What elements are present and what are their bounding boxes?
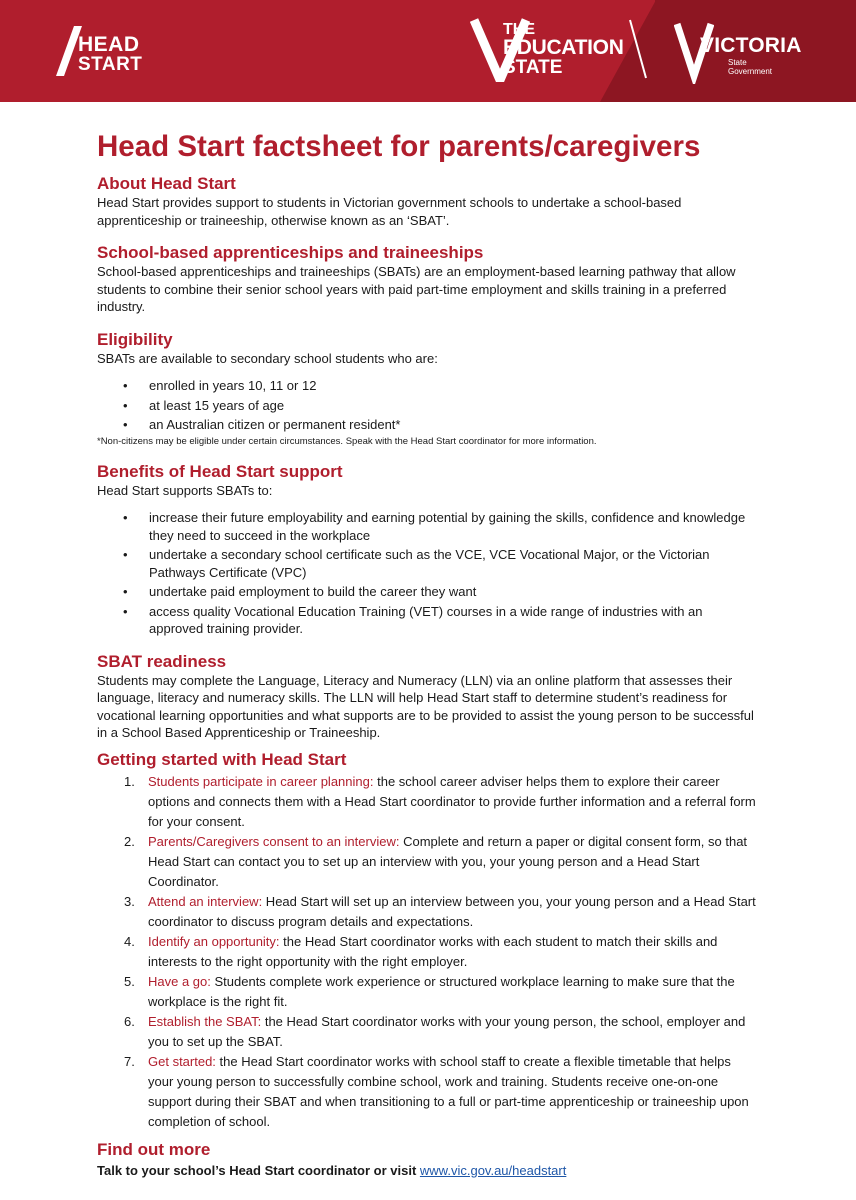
benefits-intro: Head Start supports SBATs to:	[97, 482, 273, 498]
education-logo-line1: THE	[503, 21, 535, 38]
head-start-logo	[56, 22, 146, 78]
eligibility-intro: SBATs are available to secondary school students who are:	[97, 350, 438, 366]
step-highlight: Identify an opportunity:	[148, 933, 280, 949]
sbat-body: School-based apprenticeships and traineeships (SBATs) are an employment-based learning pathway that allow students to combine their senior school years with paid part-time employment and skills training in a preferred industry.	[97, 264, 736, 314]
education-logo-line2: EDUCATION	[503, 36, 624, 59]
list-item: • access quality Vocational Education Training (VET) courses in a wide range of industries with an approved training provider.	[97, 603, 757, 638]
readiness-heading: SBAT readiness	[97, 651, 227, 671]
step-text: Head Start will set up an interview between you, your young person and a Head Start coordinator to discuss program details and expectations.	[148, 893, 756, 929]
step-highlight: Students participate in career planning:	[148, 773, 374, 789]
step-item	[97, 1052, 757, 1132]
step-item	[97, 932, 757, 972]
step-highlight: Have a go:	[148, 973, 211, 989]
header-banner	[0, 0, 856, 102]
step-item	[97, 892, 757, 932]
step-item	[97, 832, 757, 892]
sbat-heading: School-based apprenticeships and traineeships	[97, 243, 484, 262]
list-item: • at least 15 years of age	[97, 397, 757, 415]
list-item: • undertake paid employment to build the career they want	[97, 583, 757, 601]
sbat-section	[97, 243, 757, 316]
page-title: Head Start factsheet for parents/caregivers	[97, 130, 701, 163]
readiness-body: Students may complete the Language, Literacy and Numeracy (LLN) via an online platform that assesses their language, literacy and numeracy skills. The LLN will help Head Start staff to determine student’s readiness for vocational learning opportunities and what supports are to be provided to assist the young person to be successful in a School Based Apprenticeship or Traineeship.	[97, 672, 754, 740]
getting-started-heading: Getting started with Head Start	[97, 749, 347, 769]
education-state-logo	[470, 18, 650, 82]
about-heading: About Head Start	[97, 174, 236, 193]
step-text: the Head Start coordinator works with your young person, the school, employer and you to set up the SBAT.	[148, 1013, 746, 1049]
list-item: • undertake a secondary school certificate such as the VCE, VCE Vocational Major, or the Victorian Pathways Certificate (VPC)	[97, 546, 757, 581]
find-out-more-lead: Talk to your school’s Head Start coordinator or visit	[97, 1162, 420, 1178]
step-number: 5.	[124, 973, 135, 989]
benefits-list	[97, 509, 757, 638]
victoria-logo-state: State	[728, 58, 747, 67]
step-item	[97, 772, 757, 832]
education-logo-line3: STATE	[503, 57, 563, 78]
about-body: Head Start provides support to students in Victorian government schools to undertake a school-based apprenticeship or traineeship, otherwise known as an ‘SBAT’.	[97, 195, 682, 228]
step-number: 6.	[124, 1013, 135, 1029]
step-highlight: Establish the SBAT:	[148, 1013, 262, 1029]
benefits-section	[97, 462, 757, 638]
victoria-government-logo	[674, 20, 802, 84]
step-number: 7.	[124, 1053, 135, 1069]
step-text: Complete and return a paper or digital consent form, so that Head Start can contact you to set up an interview with you, your young person and a Head Start Coordinator.	[148, 833, 748, 889]
readiness-section	[97, 652, 757, 742]
step-item	[97, 1012, 757, 1052]
step-text: the Head Start coordinator works with school staff to create a flexible timetable that helps your young person to successfully combine school, work and training. Students receive one-on-one support during their SBAT and when transitioning to a full or part-time apprenticeship or traineeship upon completion of school.	[148, 1053, 749, 1129]
victoria-logo-government: Government	[728, 67, 773, 76]
eligibility-heading: Eligibility	[97, 329, 173, 349]
find-out-more-heading: Find out more	[97, 1139, 211, 1159]
step-number: 2.	[124, 833, 135, 849]
factsheet-content	[97, 128, 757, 1179]
find-out-more-text	[97, 1162, 757, 1180]
list-item: • increase their future employability and earning potential by gaining the skills, confidence and knowledge they need to succeed in the workplace	[97, 509, 757, 544]
step-item	[97, 972, 757, 1012]
find-out-more-section	[97, 1140, 757, 1180]
step-highlight: Attend an interview:	[148, 893, 263, 909]
about-section	[97, 174, 757, 229]
list-item: • enrolled in years 10, 11 or 12	[97, 377, 757, 395]
step-number: 4.	[124, 933, 135, 949]
eligibility-footnote: *Non-citizens may be eligible under certain circumstances. Speak with the Head Start coordinator for more information.	[97, 435, 597, 447]
eligibility-section	[97, 330, 757, 448]
head-start-logo-line1: HEAD	[78, 33, 140, 56]
head-start-logo-line2: START	[78, 54, 143, 75]
step-highlight: Get started:	[148, 1053, 216, 1069]
step-text: the school career adviser helps them to explore their career options and connects them with a Head Start coordinator to provide further information and a referral form for your consent.	[148, 773, 756, 829]
benefits-heading: Benefits of Head Start support	[97, 461, 343, 481]
headstart-website-link[interactable]: www.vic.gov.au/headstart	[419, 1162, 567, 1178]
eligibility-list	[97, 377, 757, 434]
step-text: Students complete work experience or structured workplace learning to make sure that the workplace is the right fit.	[148, 973, 735, 1009]
step-highlight: Parents/Caregivers consent to an interview:	[148, 833, 400, 849]
step-text: the Head Start coordinator works with each student to match their skills and interests to the right opportunity with the right employer.	[148, 933, 718, 969]
getting-started-steps	[97, 772, 757, 1132]
step-number: 3.	[124, 893, 135, 909]
getting-started-section	[97, 750, 757, 1132]
step-number: 1.	[124, 773, 135, 789]
list-item: • an Australian citizen or permanent resident*	[97, 416, 757, 434]
victoria-logo-wordmark: VICTORIA	[700, 34, 802, 57]
